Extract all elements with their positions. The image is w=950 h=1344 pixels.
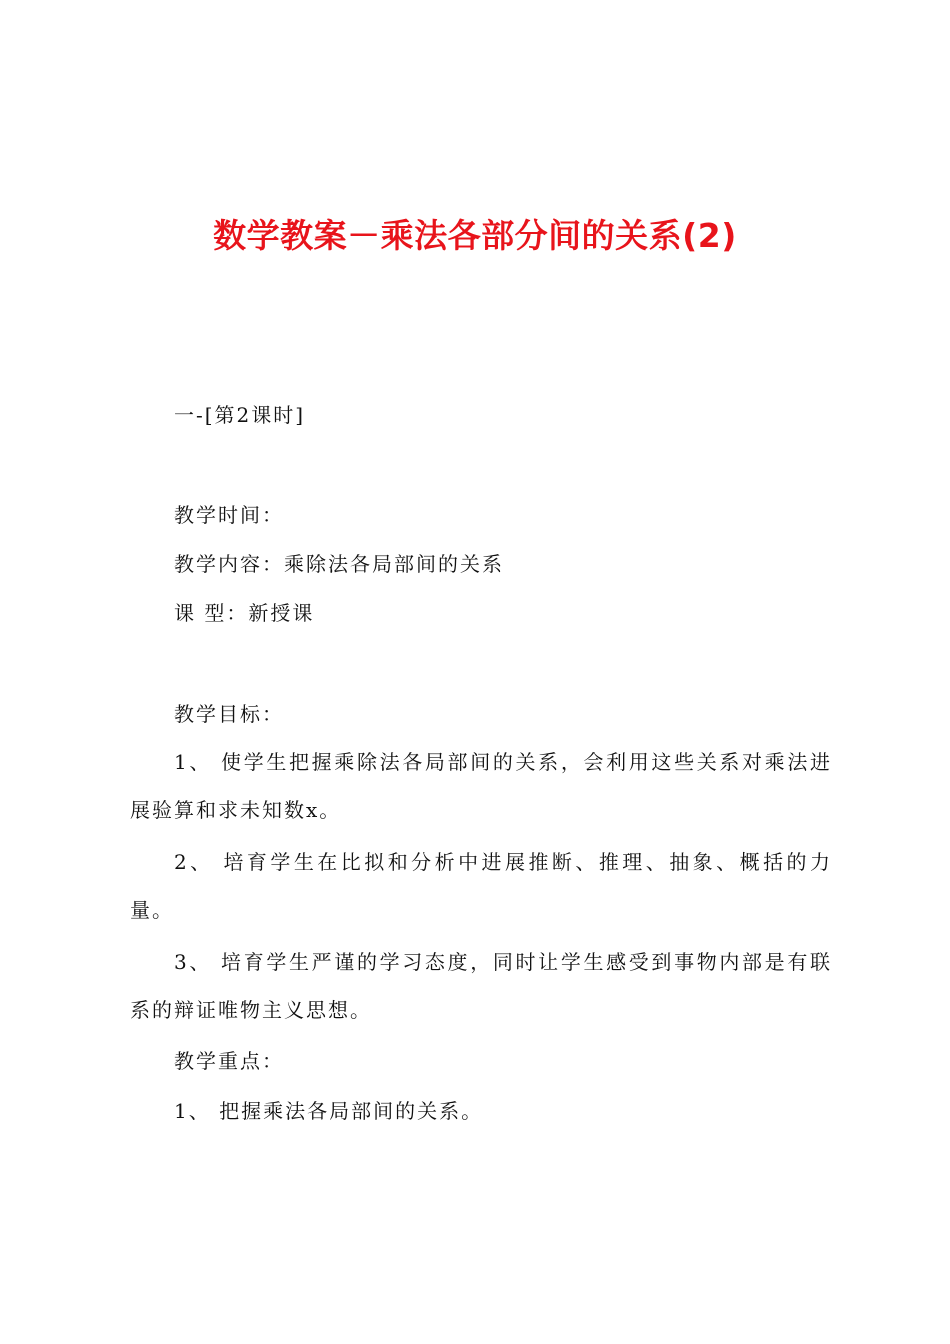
teaching-time: 教学时间： — [174, 503, 284, 527]
key-point-item-1: 1、 把握乘法各局部间的关系。 — [174, 1099, 484, 1123]
objective-item-3: 3、 培育学生严谨的学习态度，同时让学生感受到事物内部是有联系的辩证唯物主义思想。 — [130, 950, 832, 1022]
objectives-heading: 教学目标： — [174, 702, 284, 726]
key-points-heading: 教学重点： — [174, 1049, 284, 1073]
teaching-content: 教学内容：乘除法各局部间的关系 — [174, 552, 504, 576]
document-title: 数学教案－乘法各部分间的关系(2) — [213, 216, 737, 255]
lesson-type: 课 型：新授课 — [174, 601, 315, 625]
objective-item-1: 1、 使学生把握乘除法各局部间的关系，会利用这些关系对乘法进展验算和求未知数x。 — [130, 750, 832, 822]
lesson-number: 一-[第2课时] — [174, 403, 306, 427]
objective-item-2: 2、 培育学生在比拟和分析中进展推断、推理、抽象、概括的力量。 — [130, 850, 832, 922]
